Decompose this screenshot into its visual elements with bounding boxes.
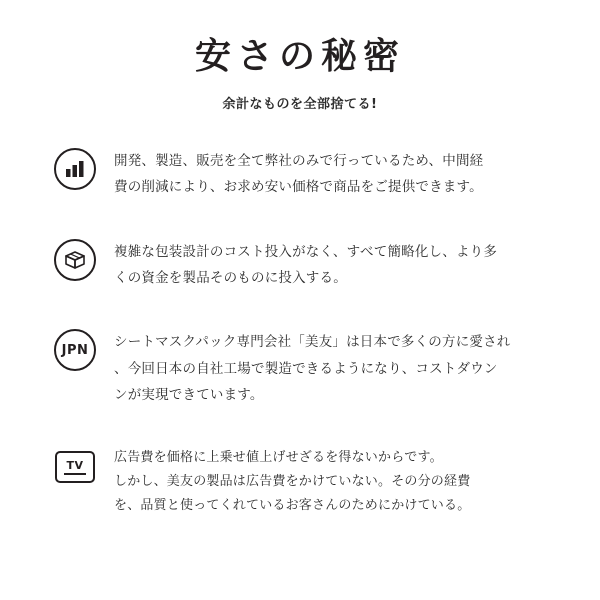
list-item [52,444,548,518]
icon-container [52,146,98,192]
list-item-text [114,327,548,408]
list-item [52,237,548,292]
tv-icon-label: TV [66,459,84,473]
text-line: 開発、製造、販売を全て弊社のみで行っているため、中間経 [114,153,484,169]
jpn-badge-label: JPN [61,342,89,358]
text-line: を、品質と使ってくれているお客さんのためにかけている。 [114,498,471,514]
text-line: ンが実現できています。 [114,386,264,403]
tv-icon [55,451,95,483]
text-line: 広告費を価格に上乗せ値上げせざるを得ないからです。 [114,450,443,466]
jpn-badge-icon [54,329,96,371]
spacer [52,317,548,327]
text-line: しかし、美友の製品は広告費をかけていない。その分の経費 [114,474,471,490]
spacer [52,227,548,237]
list-item-text [114,444,548,518]
icon-container [52,327,98,373]
page-header [0,0,600,112]
list-item-text [114,146,548,201]
list-item-text [114,237,548,292]
icon-container [52,444,98,490]
page-subtitle: 余計なものを全部捨てる! [222,97,378,112]
package-box-icon [54,239,96,281]
text-line: くの資金を製品そのものに投入する。 [114,269,347,286]
icon-container [52,237,98,283]
list-item [52,146,548,201]
spacer [52,434,548,444]
tv-icon-underline [64,473,86,475]
text-line: シートマスクパック専門会社「美友」は日本で多くの方に愛され [114,334,511,351]
feature-list [0,146,600,518]
list-item [52,327,548,408]
page-title: 安さの秘密 [194,36,405,77]
text-line: 費の削減により、お求め安い価格で商品をご提供できます。 [114,179,483,196]
text-line: 、今回日本の自社工場で製造できるようになり、コストダウン [114,360,498,377]
text-line: 複雑な包装設計のコスト投入がなく、すべて簡略化し、より多 [114,243,498,260]
bar-chart-icon [54,148,96,190]
